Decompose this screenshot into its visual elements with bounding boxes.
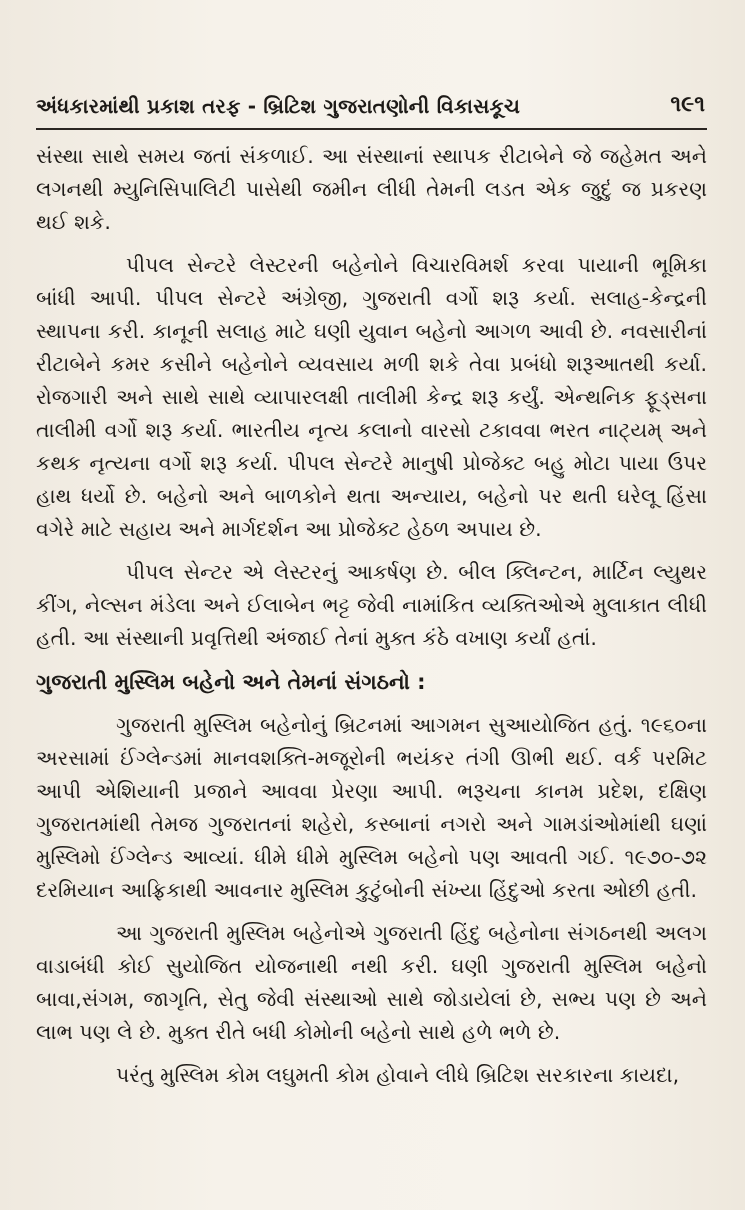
page-number: ૧૯૧ [670, 92, 705, 117]
header-title: અંધકારમાંથી પ્રકાશ તરફ - બ્રિટિશ ગુજરાતણોની વિકાસકૂચ [36, 94, 521, 118]
paragraph-people-center: પીપલ સેન્ટરે લેસ્ટરની બહેનોને વિચારવિમર્શ કરવા પાયાની ભૂમિકા બાંધી આપી. પીપલ સેન્ટરે અંગ્રેજી, ગુજરાતી વર્ગો શરૂ કર્યા. સલાહ-કેન્દ્રની સ્થાપના કરી. કાનૂની સલાહ માટે ઘણી યુવાન બહેનો આગળ આવી છે. નવસારીનાં રીટાબેને કમર કસીને બહેનોને વ્યવસાય મળી શકે તેવા પ્રબંધો શરૂઆતથી કર્યા. રોજગારી અને સાથે સાથે વ્યાપારલક્ષી તાલીમી કેન્દ્ર શરૂ કર્યું. એન્થનિક ફૂડ્સના તાલીમી વર્ગો શરૂ કર્યા. ભારતીય નૃત્ય કલાનો વારસો ટકાવવા ભરત નાટ્યમ્ અને કથક નૃત્યના વર્ગો શરૂ કર્યા. પીપલ સેન્ટરે માનુષી પ્રોજેક્ટ બહુ મોટા પાયા ઉપર હાથ ધર્યો છે. બહેનો અને બાળકોને થતા અન્યાય, બહેનો પર થતી ઘરેલૂ હિંસા વગેરે માટે સહાય અને માર્ગદર્શન આ પ્રોજેક્ટ હેઠળ અપાય છે. [36, 253, 707, 541]
body-text [36, 140, 707, 1102]
paragraph-people-center-attraction: પીપલ સેન્ટર એ લેસ્ટરનું આકર્ષણ છે. બીલ ક્લિન્ટન, માર્ટિન લ્યુથર કીંગ, નેલ્સન મંડેલા અને ઈલાબેન ભટ્ટ જેવી નામાંકિત વ્યક્તિઓએ મુલાકાત લીધી હતી. આ સંસ્થાની પ્રવૃત્તિથી અંજાઈ તેનાં મુક્ત કંઠે વખાણ કર્યાં હતાં. [36, 560, 707, 650]
running-header [36, 88, 707, 130]
paragraph-muslim-organizations: આ ગુજરાતી મુસ્લિમ બહેનોએ ગુજરાતી હિંદુ બહેનોના સંગઠનથી અલગ વાડાબંધી કોઈ સુયોજિત યોજનાથી નથી કરી. ઘણી ગુજરાતી મુસ્લિમ બહેનો બાવા,સંગમ, જાગૃતિ, સેતુ જેવી સંસ્થાઓ સાથે જોડાયેલાં છે, સભ્ય પણ છે અને લાભ પણ લે છે. મુક્ત રીતે બધી કોમોની બહેનો સાથે હળે ભળે છે. [36, 921, 707, 1044]
paragraph-muslim-arrival: ગુજરાતી મુસ્લિમ બહેનોનું બ્રિટનમાં આગમન સુઆયોજિત હતું. ૧૯૬૦ના અરસામાં ઈંગ્લેન્ડમાં માનવશક્તિ-મજૂરોની ભયંકર તંગી ઊભી થઈ. વર્ક પરમિટ આપી એશિયાની પ્રજાને આવવા પ્રેરણા આપી. ભરૂચના કાનમ પ્રદેશ, દક્ષિણ ગુજરાતમાંથી તેમજ ગુજરાતનાં શહેરો, કસ્બાનાં નગરો અને ગામડાંઓમાંથી ઘણાં મુસ્લિમો ઈંગ્લેન્ડ આવ્યાં. ધીમે ધીમે મુસ્લિમ બહેનો પણ આવતી ગઈ. ૧૯૭૦-૭૨ દરમિયાન આફ્રિકાથી આવનાર મુસ્લિમ કુટુંબોની સંખ્યા હિંદુઓ કરતા ઓછી હતી. [36, 713, 707, 902]
section-heading: ગુજરાતી મુસ્લિમ બહેનો અને તેમનાં સંગઠનો : [36, 670, 426, 694]
paragraph-minority: પરંતુ મુસ્લિમ કોમ લઘુમતી કોમ હોવાને લીધે બ્રિટિશ સરકારના કાયદા, [116, 1063, 680, 1087]
paragraph-continuation: સંસ્થા સાથે સમય જતાં સંકળાઈ. આ સંસ્થાનાં સ્થાપક રીટાબેને જે જહેમત અને લગનથી મ્યુનિસિપાલિટી પાસેથી જમીન લીધી તેમની લડત એક જુદું જ પ્રકરણ થઈ શકે. [36, 144, 707, 234]
